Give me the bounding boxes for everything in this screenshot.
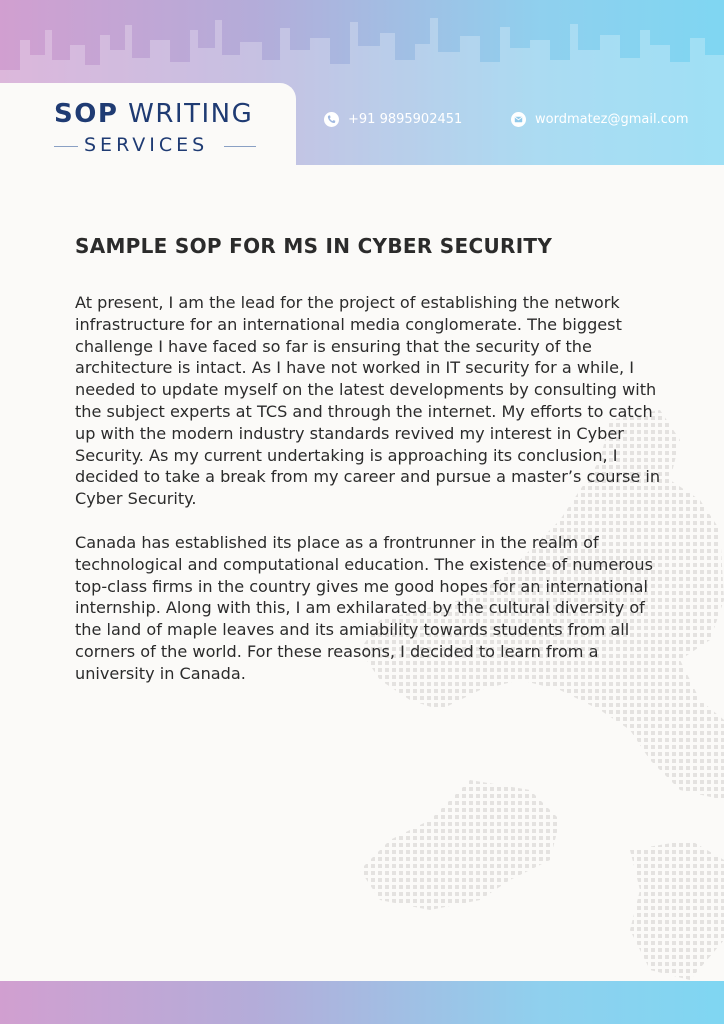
phone-icon: [324, 112, 339, 127]
brand-logo-title: SOP WRITING: [54, 99, 254, 129]
contact-email: [511, 112, 689, 127]
footer-banner: [0, 981, 724, 1024]
document-title: SAMPLE SOP FOR MS IN CYBER SECURITY: [75, 234, 553, 258]
brand-logo-subtitle: [54, 134, 256, 158]
phone-number[interactable]: +91 9895902451: [348, 112, 463, 127]
body-paragraph-2: Canada has established its place as a frontrunner in the realm of technological and computational education. The existence of numerous top-class firms in the country gives me good hopes for an international internship. Along with this, I am exhilarated by the cultural diversity of the land of maple leaves and its amiability towards students from all corners of the world. For these reasons, I decided to learn from a university in Canada.: [75, 533, 653, 683]
logo-rule-left: [54, 146, 78, 147]
email-address[interactable]: wordmatez@gmail.com: [535, 112, 689, 127]
contact-phone: [324, 112, 462, 127]
brand-subtitle-text: SERVICES: [84, 134, 209, 156]
logo-rule-right: [224, 146, 256, 147]
body-paragraph-1: At present, I am the lead for the project of establishing the network infrastructure for an international media conglomerate. The biggest challenge I have faced so far is ensuring that the security of the architecture is intact. As I have not worked in IT security for a while, I needed to update myself on the latest developments by consulting with the subject experts at TCS and through the internet. My efforts to catch up with the modern industry standards revived my interest in Cyber Security. As my current undertaking is approaching its conclusion, I decided to take a break from my career and pursue a master’s course in Cyber Security.: [75, 293, 661, 509]
email-icon: [511, 112, 526, 127]
